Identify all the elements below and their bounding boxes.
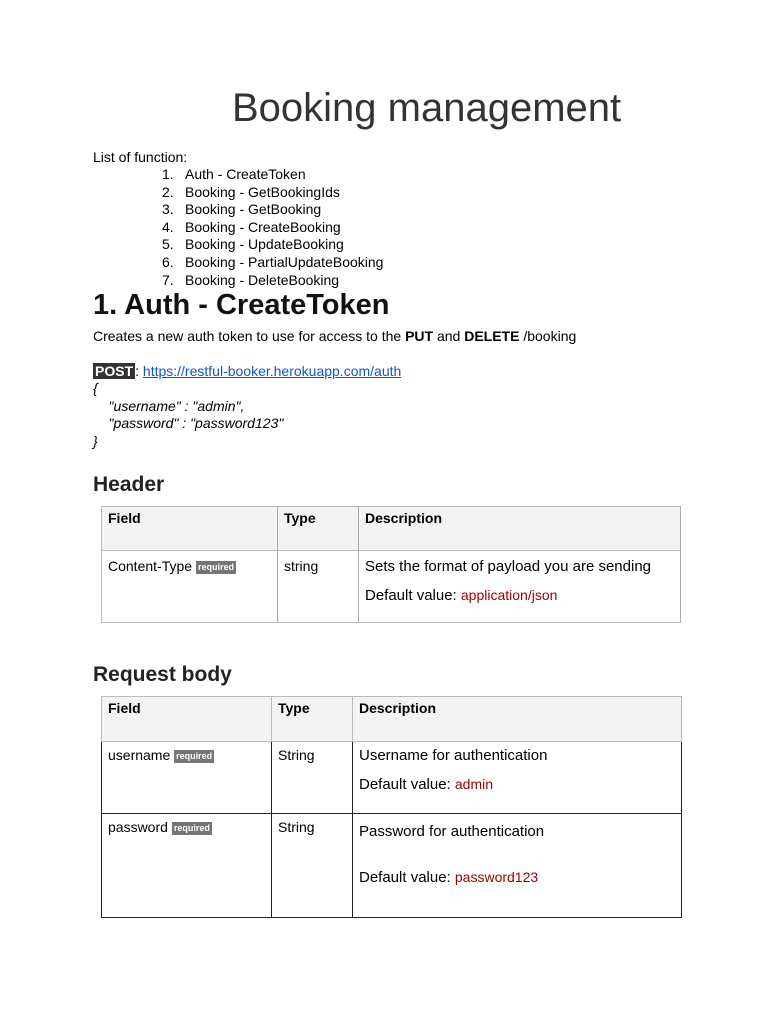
table-row bbox=[102, 742, 682, 814]
list-item-label: Booking - PartialUpdateBooking bbox=[185, 253, 384, 270]
table-row bbox=[102, 814, 682, 918]
default-value-line bbox=[359, 776, 675, 793]
column-header: Type bbox=[278, 507, 359, 551]
field-cell bbox=[102, 814, 272, 918]
column-header: Field bbox=[102, 507, 278, 551]
field-name: password bbox=[108, 819, 168, 835]
default-label: Default value: bbox=[359, 776, 455, 793]
delete-keyword: DELETE bbox=[464, 328, 520, 344]
method-separator: : bbox=[135, 363, 143, 379]
description-cell bbox=[359, 551, 681, 623]
list-item bbox=[162, 272, 383, 290]
list-number: 3. bbox=[162, 201, 174, 218]
required-badge: required bbox=[197, 561, 234, 572]
column-header: Description bbox=[359, 507, 681, 551]
intro-text: Creates a new auth token to use for access to the bbox=[93, 328, 406, 344]
list-number: 5. bbox=[162, 236, 174, 253]
header-table bbox=[101, 506, 681, 623]
json-line: { bbox=[93, 380, 98, 396]
list-item-label: Booking - CreateBooking bbox=[185, 218, 341, 235]
list-item bbox=[162, 219, 383, 237]
list-number: 7. bbox=[162, 271, 174, 288]
list-item-label: Booking - DeleteBooking bbox=[185, 271, 340, 288]
default-value: admin bbox=[454, 776, 494, 792]
description-cell bbox=[353, 814, 682, 918]
type-cell: String bbox=[272, 742, 353, 814]
section-intro bbox=[93, 328, 576, 344]
list-item bbox=[162, 184, 383, 202]
json-line: "username" : "admin", bbox=[93, 397, 245, 414]
endpoint-line bbox=[93, 363, 401, 379]
field-cell bbox=[102, 551, 278, 623]
function-list bbox=[162, 166, 383, 289]
required-badge: required bbox=[176, 750, 213, 761]
list-item bbox=[162, 201, 383, 219]
list-item bbox=[162, 166, 383, 184]
table-row bbox=[102, 551, 681, 623]
http-method-badge: POST bbox=[95, 363, 134, 379]
default-value: password123 bbox=[454, 869, 539, 885]
list-item bbox=[162, 236, 383, 254]
request-body-heading: Request body bbox=[93, 663, 232, 686]
list-number: 6. bbox=[162, 253, 174, 270]
list-item-label: Booking - GetBookingIds bbox=[185, 183, 340, 200]
request-body-table bbox=[101, 696, 682, 918]
json-line: "password" : "password123" bbox=[93, 415, 284, 432]
default-label: Default value: bbox=[365, 587, 461, 604]
description-text: Sets the format of payload you are sending bbox=[365, 558, 652, 575]
type-cell: String bbox=[272, 814, 353, 918]
list-number: 1. bbox=[162, 166, 174, 182]
field-name: Content-Type bbox=[108, 558, 193, 574]
section-heading: 1. Auth - CreateToken bbox=[93, 289, 390, 321]
list-number: 2. bbox=[162, 183, 174, 200]
required-badge: required bbox=[173, 822, 210, 833]
field-name: username bbox=[108, 747, 171, 763]
column-header: Type bbox=[272, 697, 353, 742]
field-cell bbox=[102, 742, 272, 814]
column-header: Field bbox=[102, 697, 272, 742]
description-text: Password for authentication bbox=[359, 823, 545, 840]
function-list-label: List of function: bbox=[93, 149, 188, 165]
default-label: Default value: bbox=[359, 869, 455, 886]
description-text: Username for authentication bbox=[359, 747, 548, 764]
default-value-line bbox=[359, 869, 675, 886]
list-item bbox=[162, 254, 383, 272]
description-cell bbox=[353, 742, 682, 814]
json-line: } bbox=[93, 432, 98, 449]
put-keyword: PUT bbox=[405, 328, 434, 344]
default-value-line bbox=[365, 587, 674, 604]
list-number: 4. bbox=[162, 218, 174, 235]
list-item-label: Booking - GetBooking bbox=[185, 201, 322, 218]
table-header-row bbox=[102, 697, 682, 742]
list-item-label: Booking - UpdateBooking bbox=[185, 236, 344, 253]
page-title: Booking management bbox=[232, 86, 622, 130]
endpoint-url-link[interactable]: https://restful-booker.herokuapp.com/auth bbox=[142, 363, 402, 379]
table-header-row bbox=[102, 507, 681, 551]
intro-and: and bbox=[433, 328, 465, 344]
default-value: application/json bbox=[460, 587, 558, 603]
json-example bbox=[93, 380, 283, 450]
column-header: Description bbox=[353, 697, 682, 742]
intro-suffix: /booking bbox=[519, 328, 577, 344]
type-cell: string bbox=[278, 551, 359, 623]
list-item-label: Auth - CreateToken bbox=[185, 166, 306, 182]
header-section-heading: Header bbox=[93, 473, 165, 496]
